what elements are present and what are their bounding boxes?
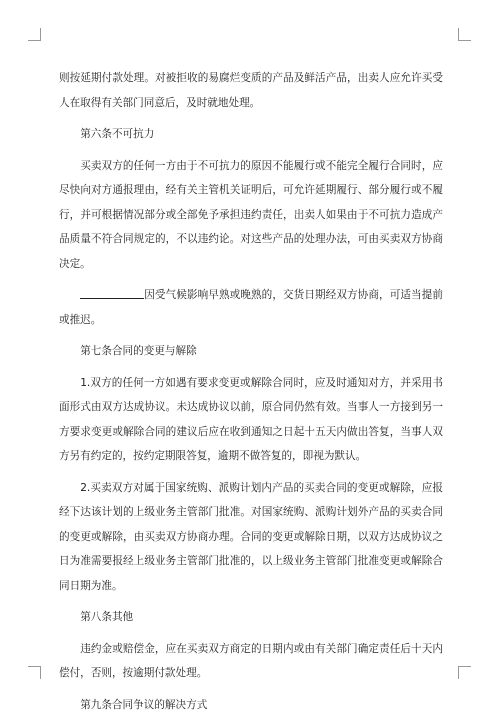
paragraph-weather (59, 283, 443, 332)
heading-article-8: 第八条其他 (59, 605, 443, 630)
paragraph-other: 违约金或赔偿金，应在买卖双方商定的日期内或由有关部门确定责任后十天内偿付，否则，按逾期付款处理。 (59, 637, 443, 686)
paragraph-continuation: 则按延期付款处理。对被拒收的易腐烂变质的产品及鲜活产品，出卖人应允许买受人在取得有关部门同意后，及时就地处理。 (59, 66, 443, 115)
heading-article-7: 第七条合同的变更与解除 (59, 339, 443, 364)
crop-mark-top-left (28, 28, 41, 41)
document-body (59, 66, 443, 717)
paragraph-force-majeure: 买卖双方的任何一方由于不可抗力的原因不能履行或不能完全履行合同时，应尽快向对方通报理由，经有关主管机关证明后，可允许延期履行、部分履行或不履行，并可根据情况部分或全部免予承担违约责任，出卖人如果由于不可抗力造成产品质量不符合同规定的，不以违约论。对这些产品的处理办法，可由买卖双方协商决定。 (59, 154, 443, 277)
paragraph-change-1: 1.双方的任何一方如遇有要求变更或解除合同时，应及时通知对方，并采用书面形式由双方达成协议。未达成协议以前，原合同仍然有效。当事人一方接到另一方要求变更或解除合同的建议后应在收到通知之日起十五天内做出答复，当事人双方另有约定的，按约定期限答复，逾期不做答复的，即视为默认。 (59, 371, 443, 469)
crop-mark-bottom-left (28, 666, 41, 679)
paragraph-change-2: 2.买卖双方对属于国家统购、派购计划内产品的买卖合同的变更或解除，应报经下达该计划的上级业务主管部门批准。对国家统购、派购计划外产品的买卖合同的变更或解除，由买卖双方协商办理。合同的变更或解除日期，以双方达成协议之日为准需要报经上级业务主管部门批准的，以上级业务主管部门批准变更或解除合同日期为准。 (59, 476, 443, 599)
fill-in-blank (80, 287, 144, 299)
heading-article-9: 第九条合同争议的解决方式 (59, 693, 443, 717)
paragraph-weather-text: 因受气候影响早熟或晚熟的，交货日期经双方协商，可适当提前或推迟。 (59, 289, 443, 326)
heading-article-6: 第六条不可抗力 (59, 122, 443, 147)
crop-mark-top-right (458, 28, 471, 41)
crop-mark-bottom-right (458, 666, 471, 679)
